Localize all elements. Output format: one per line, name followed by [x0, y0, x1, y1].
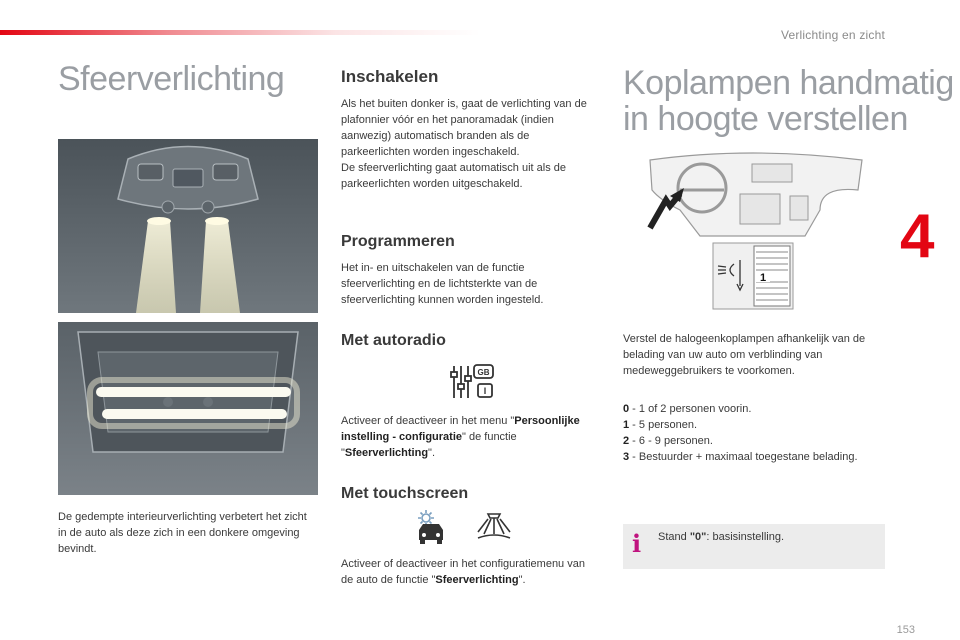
- touchscreen-text-a: Activeer of deactiveer in het configuratiemenu van de auto de functie ": [341, 558, 585, 586]
- info-icon: i: [632, 529, 642, 558]
- chapter-number: 4: [900, 202, 935, 271]
- autoradio-text-c: ".: [428, 447, 436, 459]
- inschakelen-text: [341, 96, 599, 192]
- inschakelen-paragraph-1: Als het buiten donker is, gaat de verlichting van de plafonnier vóór en het panoramadak (indien aanwezig) automatisch branden als de parkeerlichten worden ingeschakeld.: [341, 98, 587, 158]
- programmeren-text: Het in- en uitschakelen van de functie sfeerverlichting en de lichtsterkte van de sfeerverlichting kunnen worden ingesteld.: [341, 262, 544, 306]
- heading-met-autoradio: Met autoradio: [341, 332, 446, 349]
- autoradio-text-b: " de functie ": [341, 431, 517, 459]
- autoradio-text: [341, 413, 581, 461]
- list-item: [623, 401, 863, 417]
- list-item: [623, 449, 863, 465]
- position-text: - Bestuurder + maximaal toegestane belading.: [629, 451, 858, 463]
- inschakelen-paragraph-2: De sfeerverlichting gaat automatisch uit als de parkeerlichten worden uitgeschakeld.: [341, 162, 567, 190]
- info-suffix: : basisinstelling.: [706, 531, 785, 543]
- position-text: - 1 of 2 personen voorin.: [629, 403, 752, 415]
- chapter-title: Verlichting en zicht: [780, 28, 885, 42]
- title-line-2: in hoogte verstellen: [623, 99, 908, 138]
- interior-light-icon: [474, 508, 514, 551]
- position-number: 0: [623, 403, 630, 415]
- i-label: I: [483, 386, 487, 396]
- page-number: 153: [896, 624, 915, 636]
- heading-programmeren: Programmeren: [341, 233, 455, 250]
- position-text: - 5 personen.: [629, 419, 697, 431]
- info-prefix: Stand: [658, 531, 690, 543]
- list-item: [623, 433, 863, 449]
- info-note-box: [623, 524, 885, 569]
- info-note-text: [658, 531, 784, 543]
- position-number: 3: [623, 451, 630, 463]
- heading-inschakelen: Inschakelen: [341, 67, 439, 86]
- position-number: 1: [623, 419, 630, 431]
- position-number: 2: [623, 435, 630, 447]
- left-caption: De gedempte interieurverlichting verbetert het zicht in de auto als deze zich in een donkere omgeving bevindt.: [58, 511, 307, 555]
- touchscreen-text-b: ".: [518, 574, 526, 586]
- gb-label: GB: [477, 368, 490, 377]
- autoradio-menu-name: Persoonlijke instelling - configuratie: [341, 415, 580, 443]
- position-list: [623, 401, 863, 465]
- panoramic-roof-light-photo: [58, 322, 318, 495]
- position-text: - 6 - 9 personen.: [629, 435, 713, 447]
- heading-met-touchscreen: Met touchscreen: [341, 485, 469, 502]
- settings-sliders-icon: [448, 362, 498, 407]
- list-item: [623, 417, 863, 433]
- autoradio-text-a: Activeer of deactiveer in het menu ": [341, 415, 515, 427]
- page-title-koplampen: [623, 66, 954, 137]
- dashboard-illustration: [640, 150, 865, 245]
- title-line-1: Koplampen handmatig: [623, 64, 954, 102]
- car-settings-icon: [413, 508, 449, 551]
- page-title-sfeerverlichting: Sfeerverlichting: [58, 60, 285, 98]
- headlight-level-dial: [712, 242, 794, 315]
- info-value: "0": [689, 531, 707, 543]
- ceiling-light-photo: [58, 139, 318, 313]
- touchscreen-function-name: Sfeerverlichting: [435, 574, 519, 586]
- autoradio-function-name: Sfeerverlichting: [344, 447, 429, 459]
- headlight-intro: Verstel de halogeenkoplampen afhankelijk van de belading van uw auto om verblinding van medeweggebruikers te voorkomen.: [623, 333, 866, 377]
- header-accent-bar: [0, 30, 480, 35]
- touchscreen-text: [341, 556, 599, 588]
- dial-digit: 1: [759, 272, 767, 284]
